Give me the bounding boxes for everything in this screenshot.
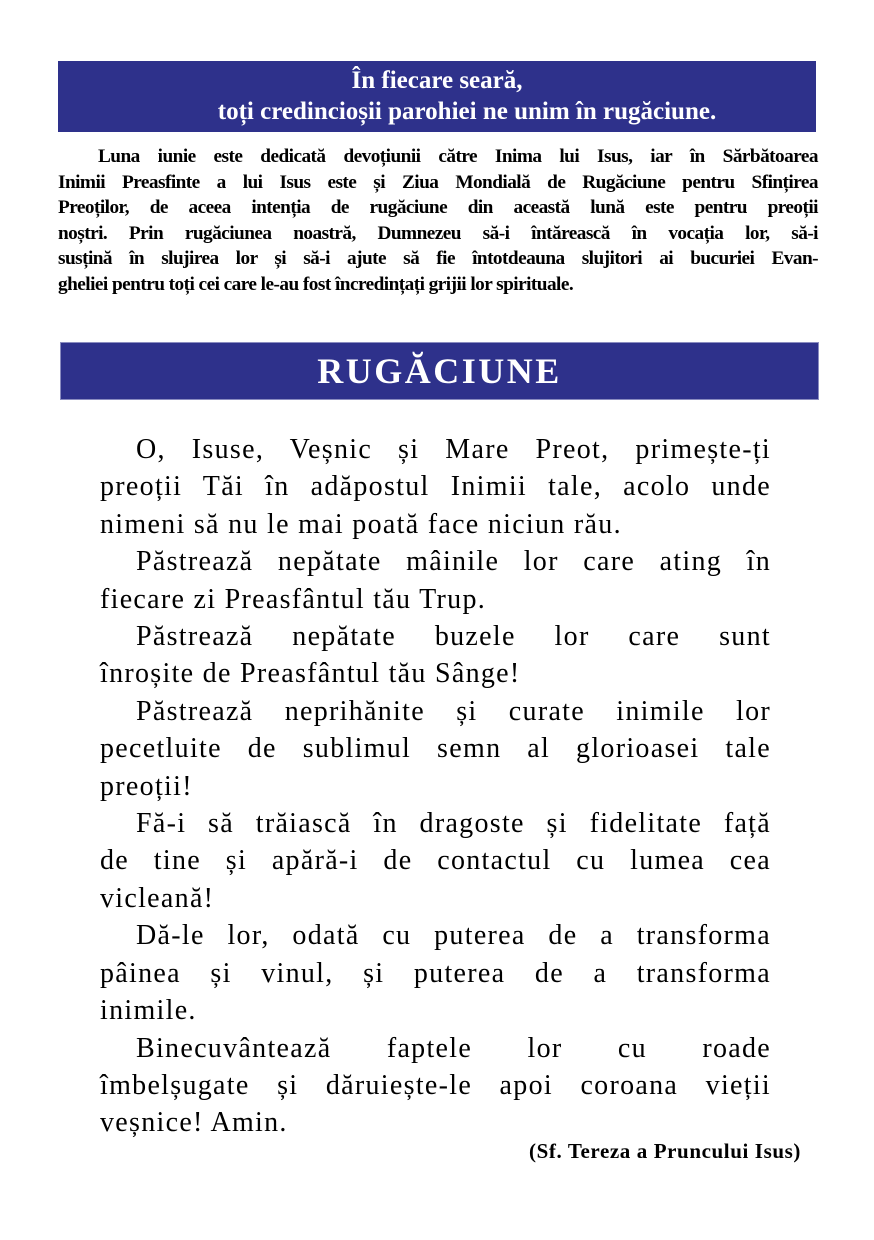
prayer-line: înroșite de Preasfântul tău Sânge!: [100, 658, 521, 690]
prayer-line: Binecuvântează faptele lor cu roade: [136, 1032, 771, 1064]
prayer-paragraph: [100, 1030, 771, 1142]
prayer-paragraph: [100, 618, 771, 693]
intro-line: susțină în slujirea lor și să-i ajute să fie întotdeauna slujitori ai bucuriei Evan-: [58, 248, 818, 270]
prayer-paragraph: [100, 693, 771, 805]
prayer-line: vicleană!: [100, 882, 215, 914]
prayer-line: pecetluite de sublimul semn al glorioasei tale: [100, 733, 771, 765]
prayer-line: veșnice! Amin.: [100, 1107, 288, 1139]
intro-line: Preoților, de aceea intenția de rugăciune din această lună este pentru preoții: [58, 197, 818, 219]
prayer-line: Păstrează nepătate mâinile lor care ating în: [136, 546, 771, 578]
header-banner-line-1: În fiecare seară,: [351, 67, 523, 94]
section-title: RUGĂCIUNE: [60, 342, 819, 400]
prayer-paragraph: [100, 805, 771, 917]
prayer-paragraph: [100, 917, 771, 1029]
prayer-line: pâinea și vinul, și puterea de a transforma: [100, 957, 771, 989]
prayer-paragraph: [100, 431, 771, 543]
prayer-line: Dă-le lor, odată cu puterea de a transforma: [136, 920, 771, 952]
prayer-line: preoții!: [100, 770, 193, 802]
prayer-text: [100, 431, 771, 1142]
intro-line: noștri. Prin rugăciunea noastră, Dumnezeu să-i întărească în vocația lor, să-i: [58, 222, 818, 244]
prayer-line: de tine și apără-i de contactul cu lumea cea: [100, 845, 771, 877]
prayer-line: Fă-i să trăiască în dragoste și fidelitate față: [136, 808, 771, 840]
prayer-line: nimeni să nu le mai poată face niciun rău.: [100, 508, 622, 540]
intro-line: Luna iunie este dedicată devoțiunii către Inima lui Isus, iar în Sărbătoarea: [98, 146, 818, 167]
intro-line: gheliei pentru toți cei care le-au fost încredințați grijii lor spirituale.: [58, 273, 574, 295]
prayer-paragraph: [100, 543, 771, 618]
prayer-line: preoții Tăi în adăpostul Inimii tale, acolo unde: [100, 471, 771, 503]
intro-paragraph: [58, 144, 818, 298]
prayer-line: îmbelșugate și dăruiește-le apoi coroana vieții: [100, 1069, 771, 1101]
prayer-line: Păstrează nepătate buzele lor care sunt: [136, 621, 771, 653]
prayer-line: Păstrează neprihănite și curate inimile lor: [136, 695, 771, 727]
header-banner-line-2: toți credincioșii parohiei ne unim în rugăciune.: [217, 98, 717, 125]
prayer-line: inimile.: [100, 995, 197, 1027]
prayer-attribution: (Sf. Tereza a Pruncului Isus): [529, 1139, 801, 1163]
intro-line: Inimii Preasfinte a lui Isus este și Ziua Mondială de Rugăciune pentru Sfințirea: [58, 171, 818, 193]
header-banner: [58, 61, 816, 132]
prayer-line: O, Isuse, Veșnic și Mare Preot, primește-ți: [136, 434, 771, 465]
prayer-line: fiecare zi Preasfântul tău Trup.: [100, 583, 487, 615]
